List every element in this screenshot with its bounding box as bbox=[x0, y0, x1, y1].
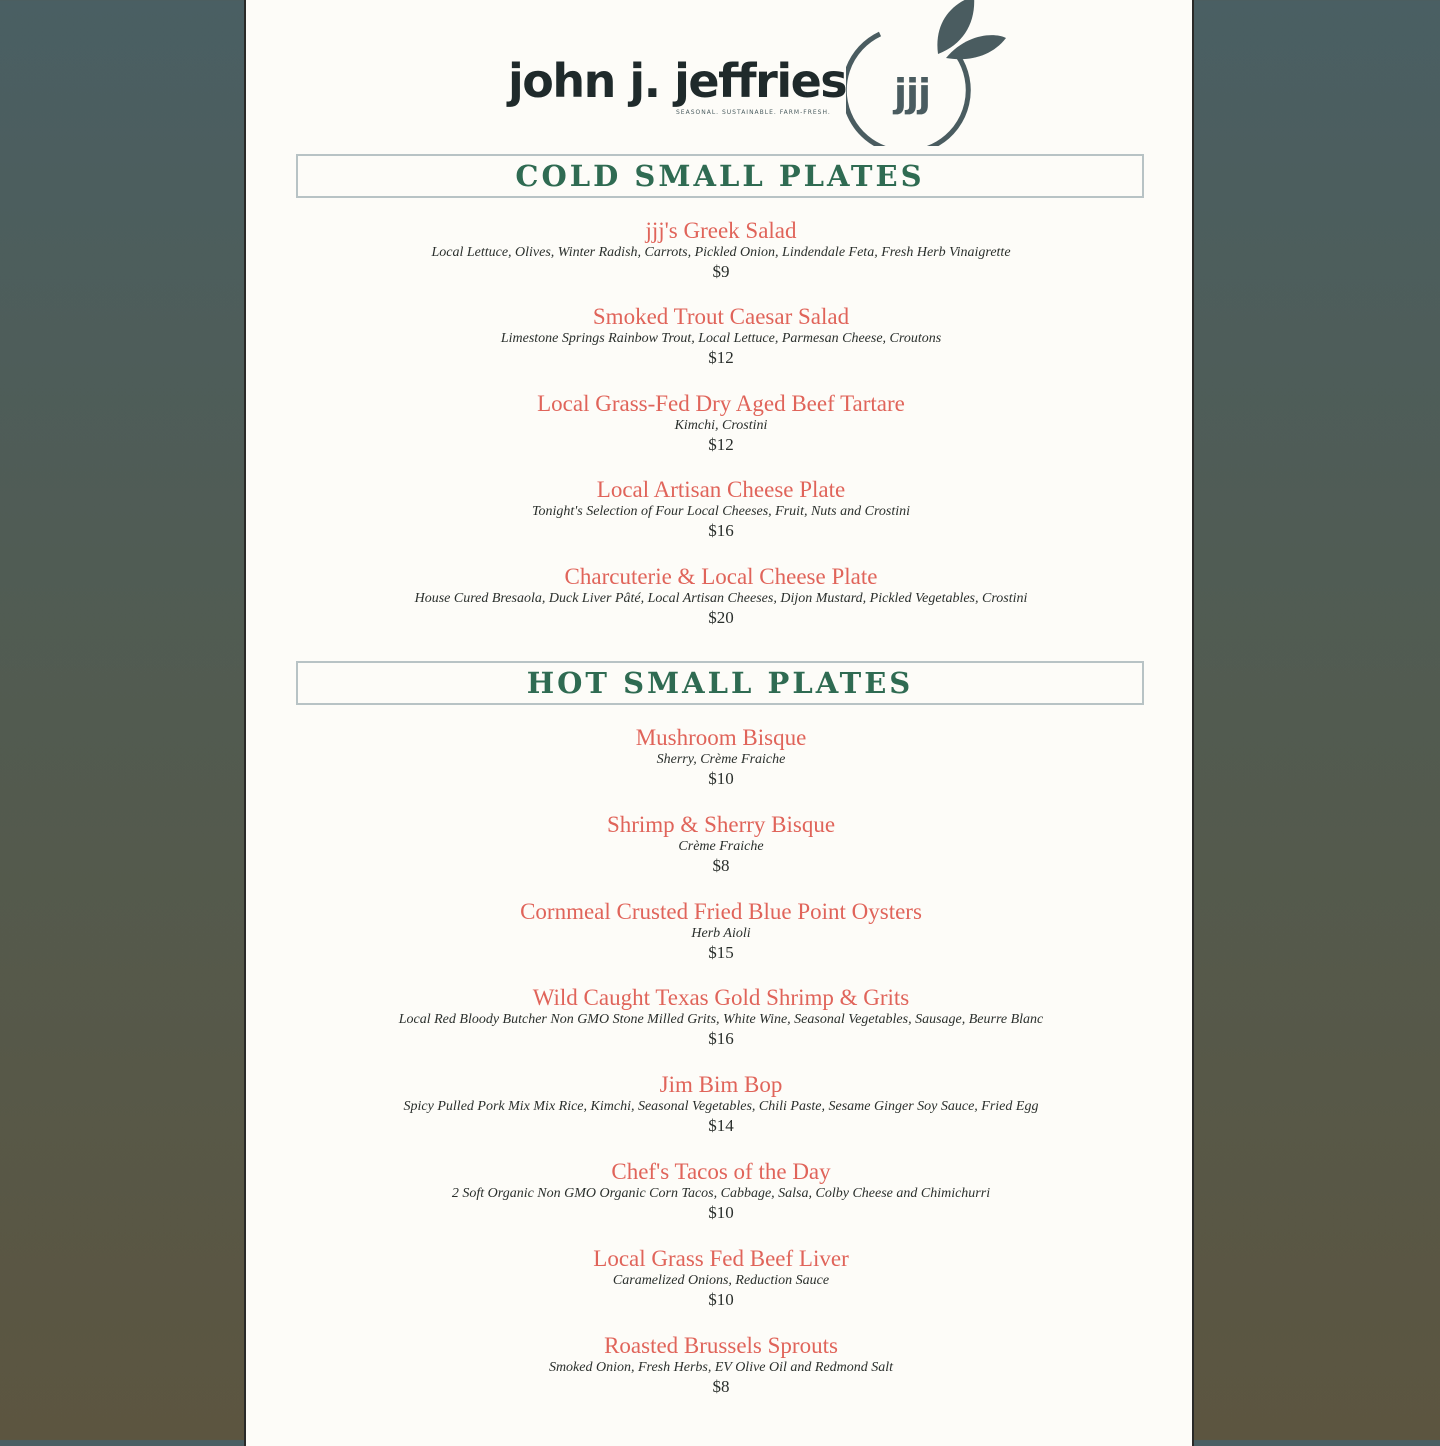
item-name: Smoked Trout Caesar Salad bbox=[592, 304, 850, 329]
menu-item bbox=[246, 725, 1196, 789]
item-description: Local Lettuce, Olives, Winter Radish, Carrots, Pickled Onion, Lindendale Feta, Fresh Herb Vinaigrette bbox=[431, 245, 1011, 260]
item-price: $14 bbox=[708, 1116, 734, 1135]
menu-item bbox=[246, 1246, 1196, 1310]
section-title: COLD SMALL PLATES bbox=[515, 159, 925, 193]
item-description: Spicy Pulled Pork Mix Mix Rice, Kimchi, Seasonal Vegetables, Chili Paste, Sesame Ginger Soy Sauce, Fried Egg bbox=[403, 1099, 1039, 1114]
item-name: Shrimp & Sherry Bisque bbox=[606, 812, 836, 837]
logo-wordmark: john j. jeffries bbox=[508, 54, 847, 108]
menu-item bbox=[246, 564, 1196, 628]
item-description: Caramelized Onions, Reduction Sauce bbox=[612, 1273, 830, 1288]
item-price: $10 bbox=[708, 1290, 734, 1309]
menu-page bbox=[244, 0, 1194, 1446]
item-description: House Cured Bresaola, Duck Liver Pâté, Local Artisan Cheeses, Dijon Mustard, Pickled Vegetables, Crostini bbox=[414, 591, 1028, 606]
item-name: Roasted Brussels Sprouts bbox=[604, 1333, 838, 1358]
section-header-cold bbox=[296, 154, 1144, 198]
item-price: $8 bbox=[712, 1377, 730, 1396]
item-name: Wild Caught Texas Gold Shrimp & Grits bbox=[532, 985, 910, 1010]
menu-item bbox=[246, 391, 1196, 455]
item-description: Limestone Springs Rainbow Trout, Local Lettuce, Parmesan Cheese, Croutons bbox=[500, 331, 942, 346]
leaf-circle-logo-icon bbox=[846, 0, 1006, 146]
item-description: Sherry, Crème Fraiche bbox=[656, 752, 786, 767]
menu-item bbox=[246, 304, 1196, 368]
item-price: $9 bbox=[712, 262, 730, 281]
item-name: jjj's Greek Salad bbox=[645, 218, 797, 243]
item-price: $10 bbox=[708, 769, 734, 788]
item-name: Charcuterie & Local Cheese Plate bbox=[564, 564, 878, 589]
section-header-hot bbox=[296, 661, 1144, 705]
item-price: $12 bbox=[708, 348, 734, 367]
logo-monogram: jjj bbox=[894, 71, 931, 115]
menu-item bbox=[246, 1159, 1196, 1223]
menu-item bbox=[246, 218, 1196, 282]
section-title: HOT SMALL PLATES bbox=[526, 666, 914, 700]
menu-item bbox=[246, 1072, 1196, 1136]
item-name: Cornmeal Crusted Fried Blue Point Oysters bbox=[520, 899, 922, 924]
item-price: $12 bbox=[708, 435, 734, 454]
menu-item bbox=[246, 477, 1196, 541]
item-price: $15 bbox=[708, 943, 734, 962]
item-description: Kimchi, Crostini bbox=[674, 418, 768, 433]
menu-item bbox=[246, 899, 1196, 963]
menu-item bbox=[246, 1333, 1196, 1397]
item-price: $8 bbox=[712, 856, 730, 875]
item-description: Crème Fraiche bbox=[678, 839, 764, 854]
menu-item bbox=[246, 812, 1196, 876]
item-name: Local Grass Fed Beef Liver bbox=[593, 1246, 849, 1271]
logo-tagline: SEASONAL. SUSTAINABLE. FARM-FRESH. bbox=[676, 109, 831, 116]
item-description: Smoked Onion, Fresh Herbs, EV Olive Oil and Redmond Salt bbox=[548, 1360, 894, 1375]
item-name: Jim Bim Bop bbox=[659, 1072, 783, 1097]
item-name: Mushroom Bisque bbox=[635, 725, 807, 750]
item-description: Local Red Bloody Butcher Non GMO Stone Milled Grits, White Wine, Seasonal Vegetables, Sausage, Beurre Blanc bbox=[398, 1012, 1044, 1027]
item-price: $16 bbox=[708, 521, 734, 540]
item-description: Herb Aioli bbox=[691, 926, 751, 941]
item-price: $10 bbox=[708, 1203, 734, 1222]
item-description: Tonight's Selection of Four Local Cheeses, Fruit, Nuts and Crostini bbox=[531, 504, 911, 519]
item-price: $16 bbox=[708, 1029, 734, 1048]
menu-item bbox=[246, 985, 1196, 1049]
item-price: $20 bbox=[708, 608, 734, 627]
item-name: Chef's Tacos of the Day bbox=[611, 1159, 831, 1184]
restaurant-logo bbox=[508, 0, 1008, 146]
item-name: Local Grass-Fed Dry Aged Beef Tartare bbox=[537, 391, 905, 416]
item-name: Local Artisan Cheese Plate bbox=[596, 477, 846, 502]
item-description: 2 Soft Organic Non GMO Organic Corn Tacos, Cabbage, Salsa, Colby Cheese and Chimichurri bbox=[451, 1186, 991, 1201]
